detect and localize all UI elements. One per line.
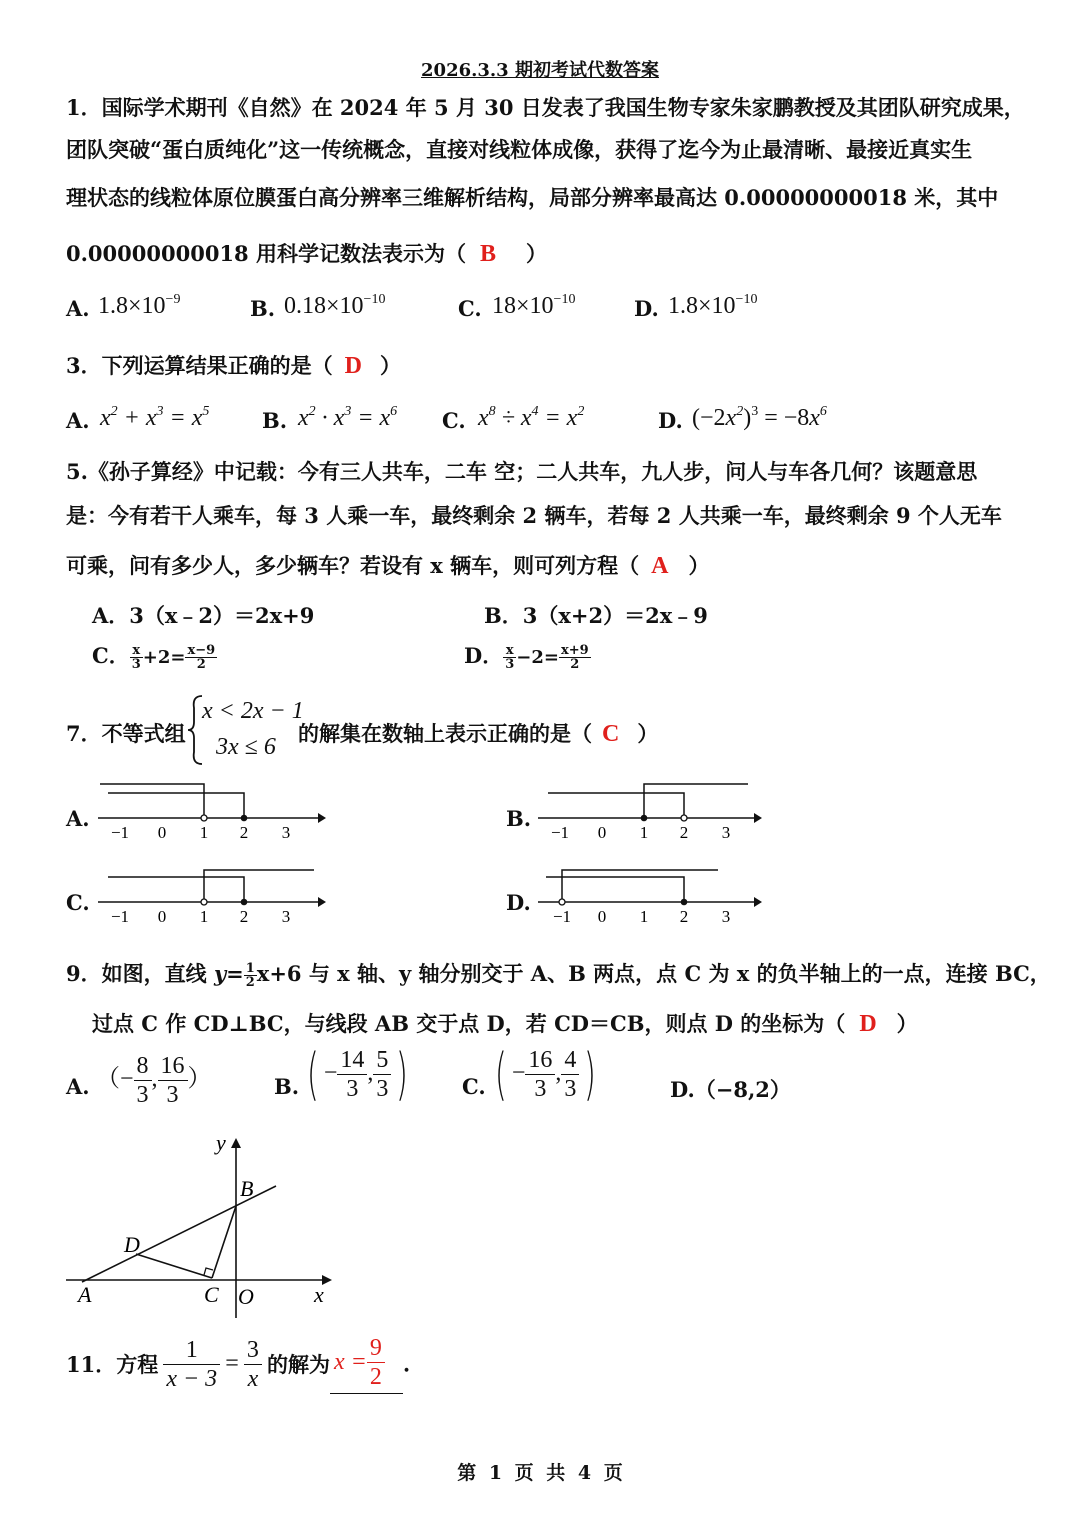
page-title: 2026.3.3 期初考试代数答案	[421, 60, 659, 81]
label-c: C	[204, 1282, 219, 1307]
svg-text:1: 1	[199, 823, 209, 842]
q5-line2: 是：今有若干人乘车，每 3 人乘一车，最终剩余 2 辆车，若每 2 人共乘一车，最终剩余 9 个人无车	[66, 503, 1002, 528]
svg-text:2: 2	[679, 823, 689, 842]
q3-stem	[66, 350, 401, 380]
segment-cd	[136, 1254, 212, 1278]
q3-opt-c-label: C.	[442, 408, 466, 433]
q7-opt-a-label: A.	[66, 806, 90, 831]
svg-text:0: 0	[597, 823, 607, 842]
q3-close: ）	[379, 353, 401, 378]
q11-post: 的解为	[267, 1352, 331, 1377]
q11-number: 11．	[66, 1352, 117, 1377]
q5-text: 可乘，问有多少人，多少辆车？若设有 x 辆车，则可列方程（	[66, 553, 640, 578]
q11-frac2: $\frac{3}{x}$	[244, 1336, 262, 1393]
q5-opt-c-frac2: $\frac{x-9}{2}$	[187, 643, 216, 672]
q3-opt-a: $x^2 + x^3 = x^5$	[100, 404, 210, 431]
q9-opt-a: （− $\frac{8}{3}$ , $\frac{16}{3}$ ）	[96, 1053, 212, 1108]
q1-opt-a-label: A.	[66, 296, 90, 321]
q3-answer: D	[344, 353, 362, 379]
q1-line4-text: 0.00000000018 用科学记数法表示为（	[66, 241, 466, 266]
q1-opt-b-label: B.	[250, 296, 276, 321]
q3-opt-c: $x^8 \div x^4 = x^2$	[478, 404, 585, 431]
svg-text:2: 2	[239, 907, 249, 926]
q11-end: .	[402, 1351, 411, 1377]
q7-close: ）	[637, 721, 659, 746]
svg-text:2: 2	[239, 823, 249, 842]
q3-opt-a-label: A.	[66, 408, 90, 433]
page-footer: 第 1 页 共 4 页	[457, 1462, 623, 1484]
label-a: A	[78, 1282, 92, 1307]
q3-number: 3．	[66, 353, 102, 378]
q11	[66, 1334, 410, 1404]
q9-options	[66, 1042, 966, 1124]
svg-text:−1: −1	[552, 907, 572, 926]
q11-answer-frac: $\frac{9}{2}$	[367, 1334, 385, 1391]
q11-equals: =	[225, 1350, 239, 1377]
q1-answer: B	[479, 241, 496, 267]
svg-text:2: 2	[679, 907, 689, 926]
q7-numberline-b	[530, 776, 770, 846]
q11-pre: 方程	[116, 1352, 159, 1377]
q1-line3: 理状态的线粒体原位膜蛋白高分辨率三维解析结构，局部分辨率最高达 0.00000000018 米，其中	[66, 185, 999, 210]
svg-text:3: 3	[721, 907, 731, 926]
q9-figure	[60, 1130, 350, 1320]
q7-numberline-c	[90, 862, 330, 932]
label-d: D	[124, 1232, 140, 1257]
q3-options	[66, 404, 966, 444]
q11-answer-x: x =	[334, 1349, 367, 1375]
svg-text:3: 3	[281, 907, 291, 926]
svg-text:0: 0	[157, 823, 167, 842]
q9-slope: $\frac{1}{2}$	[245, 961, 255, 990]
q7-pre: 不等式组	[101, 721, 186, 746]
q5-opt-d: D． $\frac{x}{3}$ −2= $\frac{x+9}{2}$	[464, 643, 589, 672]
q9-opt-a-label: A.	[66, 1074, 90, 1099]
q7-stem-pre	[66, 718, 186, 748]
svg-text:−1: −1	[550, 823, 570, 842]
q7-number: 7．	[66, 721, 102, 746]
svg-text:−1: −1	[110, 907, 130, 926]
q9-line1: 9．如图，直线 y= $\frac{1}{2}$ x+6 与 x 轴、y 轴分别交于 A、B 两点，点 C 为 x 的负半轴上的一点，连接 BC，	[66, 961, 1051, 990]
q1-opt-a: $1.8\times 10^{-9}$	[98, 292, 181, 319]
svg-text:0: 0	[157, 907, 167, 926]
q1-opt-d-label: D.	[634, 296, 659, 321]
q3-opt-b-label: B.	[262, 408, 288, 433]
right-angle-mark	[204, 1268, 213, 1275]
q11-answer-blank	[330, 1334, 403, 1394]
q1-opt-d: $1.8\times 10^{-10}$	[668, 292, 758, 319]
q7-ineq1: x < 2x − 1	[202, 698, 304, 724]
q1-line2: 团队突破“蛋白质纯化”这一传统概念，直接对线粒体成像，获得了迄今为止最清晰、最接近真实生	[66, 137, 973, 162]
q7-ineq2: 3x ≤ 6	[216, 734, 276, 760]
q3-opt-b: $x^2 \cdot x^3 = x^6$	[298, 404, 398, 431]
q9-close: ）	[896, 1011, 918, 1036]
q9-opt-c: ( − $\frac{16}{3}$ , $\frac{4}{3}$ )	[494, 1042, 597, 1107]
q5-opt-d-frac2: $\frac{x+9}{2}$	[560, 643, 589, 672]
q5-close: ）	[688, 553, 710, 578]
label-b: B	[240, 1176, 254, 1201]
q5-opt-d-label: D．	[464, 643, 504, 668]
q1-opt-c: $18\times 10^{-10}$	[492, 292, 576, 319]
q7-numberline-d	[530, 862, 770, 932]
q7-opt-b-label: B.	[506, 806, 532, 831]
q1-opt-c-label: C.	[458, 296, 482, 321]
q7-numberline-a	[90, 776, 330, 846]
q11-frac1: $\frac{1}{x - 3}$	[163, 1336, 220, 1393]
svg-text:1: 1	[199, 907, 209, 926]
q1-text-1: 国际学术期刊《自然》在 2024 年 5 月 30 日发表了我国生物专家朱家鹏教授及其团队研究成果，	[101, 95, 1025, 120]
q1-line1	[66, 92, 1025, 122]
q7-stem-post	[298, 718, 658, 748]
label-x: x	[314, 1282, 324, 1307]
svg-text:1: 1	[639, 907, 649, 926]
svg-text:1: 1	[639, 823, 649, 842]
q5-line1: 5.《孙子算经》中记载：今有三人共车，二车 空；二人共车，九人步，问人与车各几何？该题意思	[66, 459, 978, 484]
q5-opt-a: A．3（x﹣2）＝2x+9	[92, 603, 315, 628]
svg-text:3: 3	[281, 823, 291, 842]
q1-line4	[66, 238, 547, 268]
svg-text:0: 0	[597, 907, 607, 926]
q7-answer: C	[602, 721, 620, 747]
q7-post: 的解集在数轴上表示正确的是（	[298, 721, 592, 746]
label-y: y	[216, 1130, 226, 1155]
q9-line2	[92, 1008, 918, 1038]
q5-answer: A	[651, 553, 669, 579]
q3-opt-d-label: D.	[658, 408, 683, 433]
segment-bc	[212, 1206, 236, 1278]
q5-opt-d-frac1: $\frac{x}{3}$	[505, 643, 515, 672]
q5-opt-c-label: C．	[92, 643, 130, 668]
q5-opt-c: C． $\frac{x}{3}$ +2= $\frac{x-9}{2}$	[92, 643, 216, 672]
q7-opt-d-label: D.	[506, 890, 531, 915]
q1-number: 1．	[66, 95, 102, 120]
q5-opt-b: B．3（x+2）＝2x﹣9	[484, 603, 708, 628]
svg-text:−1: −1	[110, 823, 130, 842]
q1-close: ）	[525, 241, 547, 266]
q9-line1-post: x+6 与 x 轴、y 轴分别交于 A、B 两点，点 C 为 x 的负半轴上的一点，连接 BC，	[256, 961, 1051, 986]
q9-opt-c-label: C.	[462, 1074, 486, 1099]
q9-opt-d: D.（−8,2）	[670, 1077, 791, 1102]
q9-line2-text: 过点 C 作 CD⊥BC，与线段 AB 交于点 D，若 CD＝CB，则点 D 的坐标为（	[92, 1011, 846, 1036]
q5-opt-c-frac1: $\frac{x}{3}$	[131, 643, 141, 672]
q9-opt-b: ( − $\frac{14}{3}$ , $\frac{5}{3}$ )	[306, 1042, 409, 1107]
svg-text:3: 3	[721, 823, 731, 842]
q5-line3	[66, 550, 709, 580]
q9-line1-pre: 9．如图，直线	[66, 961, 214, 986]
q3-opt-d: $(-2x^2)^3 = -8x^6$	[692, 404, 827, 431]
q1-opt-b: $0.18\times 10^{-10}$	[284, 292, 386, 319]
q9-answer: D	[859, 1011, 877, 1037]
label-o: O	[238, 1284, 254, 1309]
q7-opt-c-label: C.	[66, 890, 90, 915]
q9-opt-b-label: B.	[274, 1074, 300, 1099]
q3-text: 下列运算结果正确的是（	[101, 353, 333, 378]
